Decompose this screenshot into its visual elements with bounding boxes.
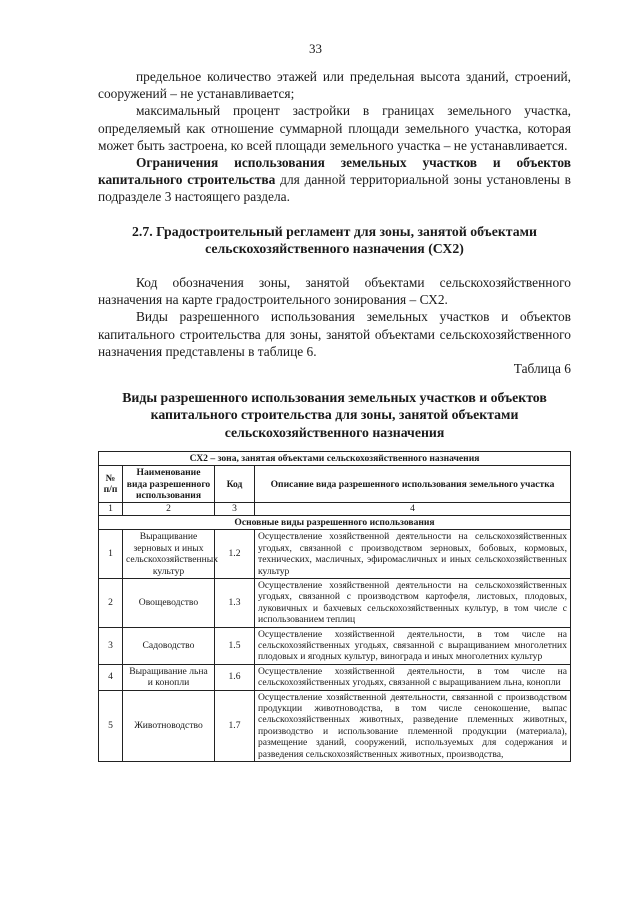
intro-paragraph-floors: предельное количество этажей или предельная высота зданий, строений, сооружений – не устанавливается; (98, 69, 571, 102)
column-number: 2 (123, 503, 215, 515)
row-num: 1 (99, 530, 123, 579)
column-header-code: Код (215, 466, 255, 503)
row-desc: Осуществление хозяйственной деятельности на сельскохозяйственных угодьях, связанной с производством зерновых, бобовых, кормовых, технических, масличных, эфиромасличных и иных сельскохозяйственных культур (255, 530, 571, 579)
table-label: Таблица 6 (513, 361, 571, 377)
row-code: 1.5 (215, 627, 255, 664)
row-desc: Осуществление хозяйственной деятельности на сельскохозяйственных угодьях, связанной с производством картофеля, листовых, плодовых, луковичных и бахчевых сельскохозяйственных культур, в том числе с использованием теплиц (255, 578, 571, 627)
table-row (99, 578, 571, 627)
table-row (99, 530, 571, 579)
column-number: 1 (99, 503, 123, 515)
row-num: 5 (99, 690, 123, 761)
group-header: Основные виды разрешенного использования (99, 515, 571, 529)
row-num: 2 (99, 578, 123, 627)
restrictions-rest: для данной территориальной зоны установлены в подразделе 3 настоящего раздела. (98, 172, 572, 205)
row-code: 1.7 (215, 690, 255, 761)
table-title: Виды разрешенного использования земельных участков и объектов капитального строительства для зоны, занятой объектами сельскохозяйственного назначения (122, 390, 547, 440)
row-name: Садоводство (123, 627, 215, 664)
group-header-row (99, 515, 571, 529)
restrictions-paragraph (98, 154, 571, 206)
column-number: 4 (255, 503, 571, 515)
zone-header: СХ2 – зона, занятая объектами сельскохозяйственного назначения (99, 451, 571, 465)
document-body (98, 68, 571, 762)
column-number-row (99, 503, 571, 515)
intro-paragraph-coverage: максимальный процент застройки в границах земельного участка, определяемый как отношение суммарной площади земельного участка, которая может быть застроена, ко всей площади земельного участка – не устанавливается. (98, 103, 571, 153)
permitted-uses-table (98, 451, 571, 762)
page-number: 33 (309, 41, 322, 56)
row-num: 3 (99, 627, 123, 664)
table-row (99, 627, 571, 664)
column-header-num: № п/п (99, 466, 123, 503)
column-number: 3 (215, 503, 255, 515)
restrictions-bold: Ограничения использования земельных участков и объектов капитального строительства (98, 155, 571, 188)
column-header-desc: Описание вида разрешенного использования земельного участка (255, 466, 571, 503)
table-zone-header-row (99, 451, 571, 465)
table-row (99, 690, 571, 761)
table-column-header-row (99, 466, 571, 503)
zone-code-paragraph: Код обозначения зоны, занятой объектами сельскохозяйственного назначения на карте градостроительного зонирования – СХ2. (98, 275, 571, 308)
row-name: Животноводство (123, 690, 215, 761)
row-code: 1.6 (215, 664, 255, 690)
row-name: Выращивание зерновых и иных сельскохозяйственных культур (123, 530, 215, 579)
row-num: 4 (99, 664, 123, 690)
column-header-name: Наименование вида разрешенного использования (123, 466, 215, 503)
table-row (99, 664, 571, 690)
row-name: Овощеводство (123, 578, 215, 627)
row-code: 1.3 (215, 578, 255, 627)
row-desc: Осуществление хозяйственной деятельности, в том числе на сельскохозяйственных угодьях, связанной с выращиванием льна, конопли (255, 664, 571, 690)
row-code: 1.2 (215, 530, 255, 579)
permitted-uses-paragraph: Виды разрешенного использования земельных участков и объектов капитального строительства для зоны, занятой объектами сельскохозяйственного назначения представлены в таблице 6. (98, 309, 571, 359)
row-desc: Осуществление хозяйственной деятельности, в том числе на сельскохозяйственных угодьях, связанной с выращиванием многолетних плодовых и ягодных культур, винограда и иных многолетних культур (255, 627, 571, 664)
row-name: Выращивание льна и конопли (123, 664, 215, 690)
section-heading: 2.7. Градостроительный регламент для зоны, занятой объектами сельскохозяйственного назначения (СХ2) (132, 223, 537, 256)
row-desc: Осуществление хозяйственной деятельности, связанной с производством продукции животноводства, в том числе сенокошение, выпас сельскохозяйственных животных, разведение племенных животных, производство и использование племенной продукции (материала), размещение зданий, сооружений, используемых для содержания и разведения сельскохозяйственных животных, производства, (255, 690, 571, 761)
